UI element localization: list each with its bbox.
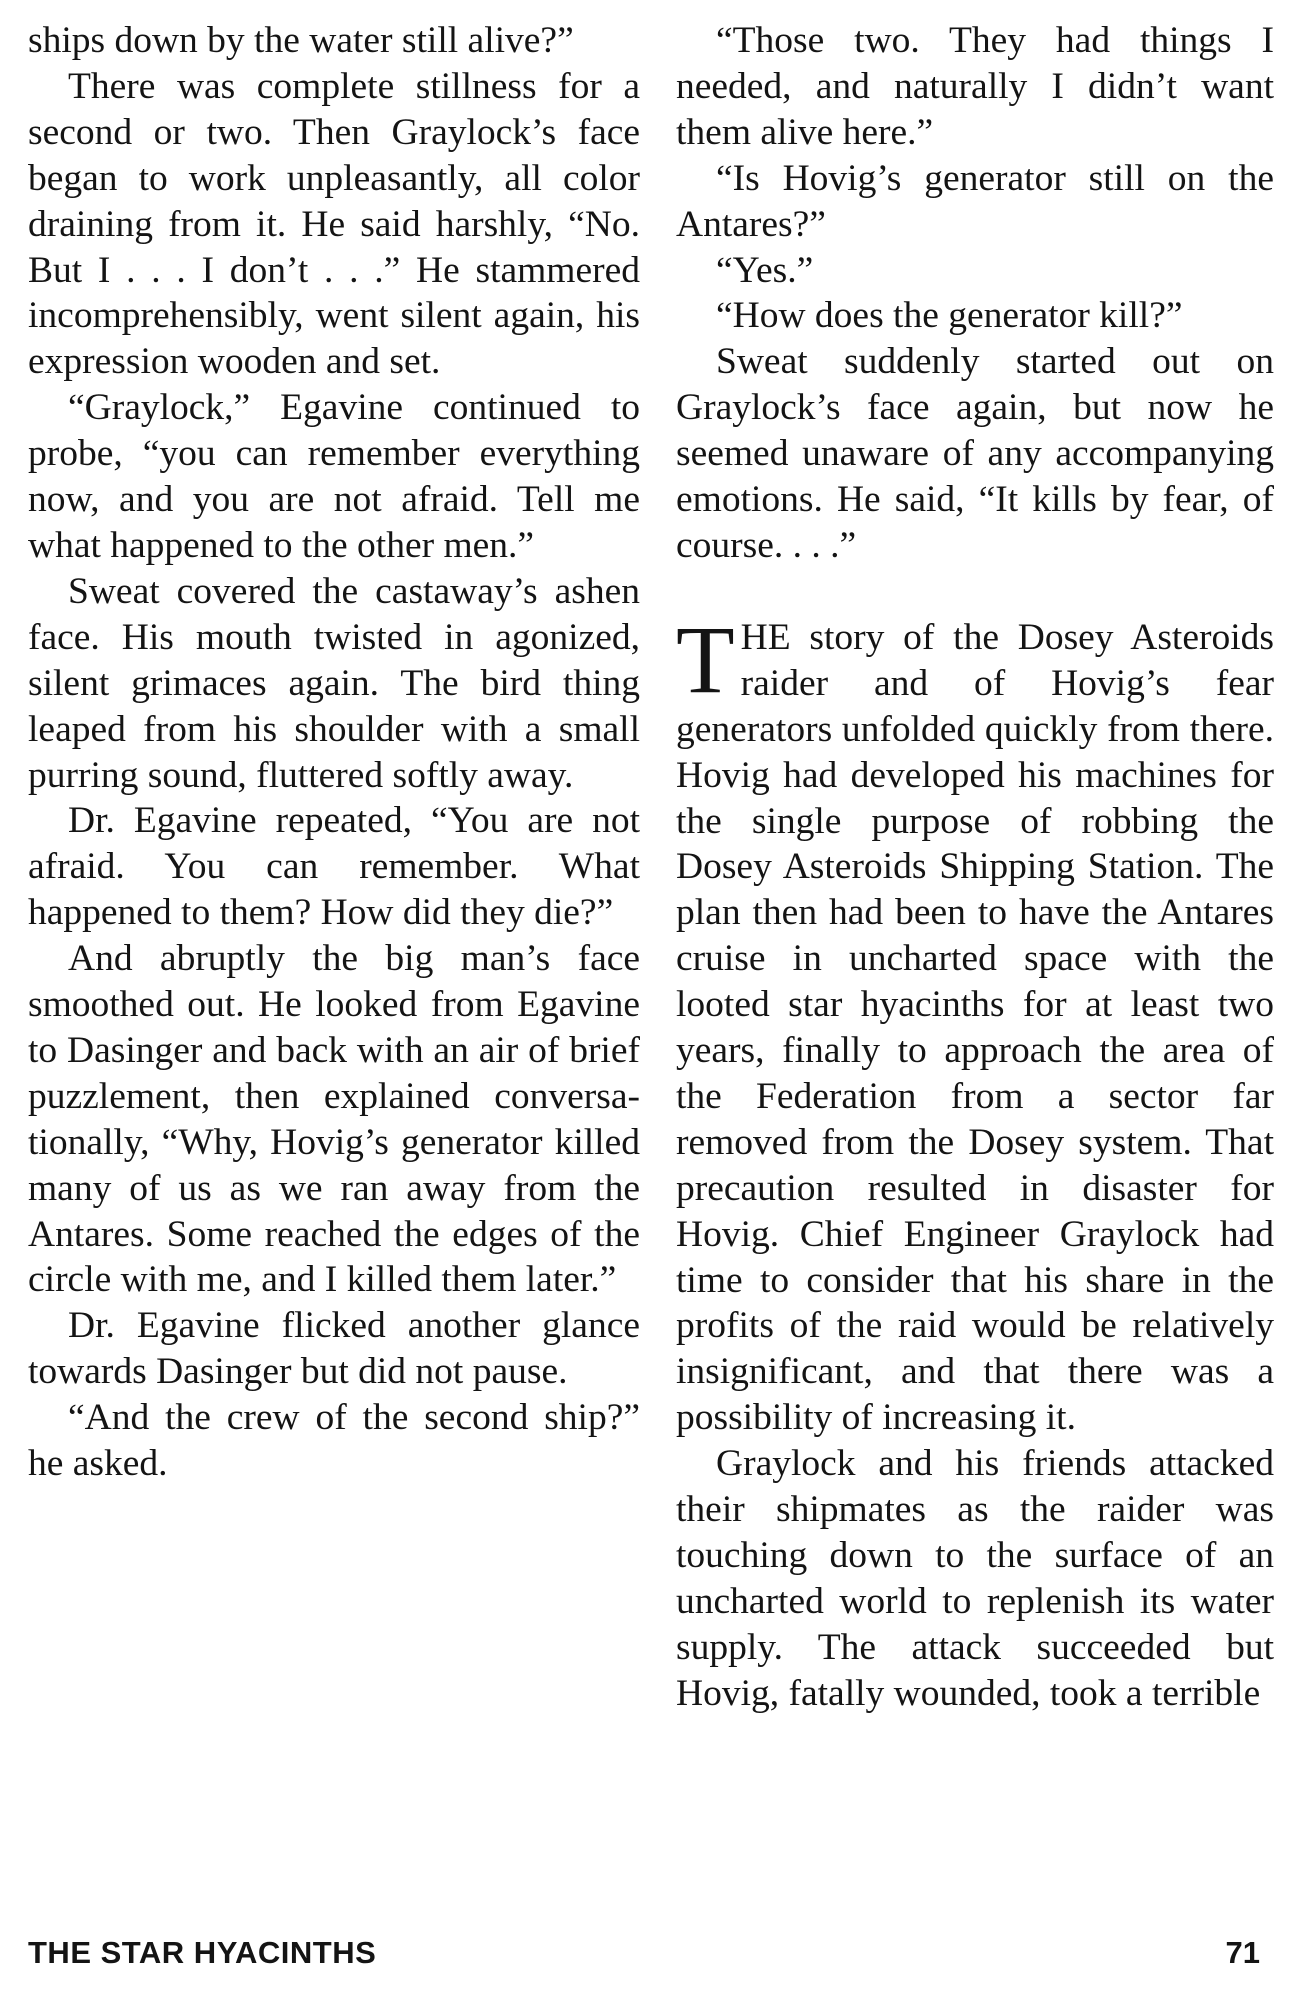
- paragraph: Sweat covered the castaway’s ashen face. His mouth twisted in agonized, silent grimaces again. The bird thing leaped from his shoulder with a small purring sound, fluttered softly away.: [28, 570, 640, 796]
- paragraph: “Yes.”: [716, 249, 814, 291]
- paragraph: Sweat suddenly started out on Graylock’s face again, but now he seemed unaware of any accompanying emotions. He said, “It kills by fear, of course. . . .”: [676, 341, 1274, 566]
- right-column: [676, 18, 1274, 1717]
- paragraph-text: HE story of the Dosey Asteroids raider and of Hovig’s fear generators unfolded quickly from there. Hovig had developed his machines for the single purpose of robbing the Dosey Asteroids Shipping Station. The plan then had been to have the Antares cruise in uncharted space with the looted star hyacinths for at least two years, finally to approach the area of the Federation from a sector far removed from the Dosey system. That precaution resulted in disaster for Hovig. Chief Engineer Graylock had time to consider that his share in the profits of the raid would be relatively insignificant, and that there was a possibility of increasing it.: [676, 616, 1274, 1439]
- paragraph: “Is Hovig’s generator still on the Antares?”: [676, 157, 1274, 245]
- left-column: [28, 18, 640, 1487]
- paragraph: ships down by the water still alive?”: [28, 20, 574, 61]
- page-footer: [28, 1928, 1260, 1978]
- paragraph: Dr. Egavine repeated, “You are not afraid. You can remember. What happened to them? How did they die?”: [28, 800, 640, 934]
- drop-cap: T: [676, 605, 735, 713]
- page-number: 71: [1225, 1935, 1260, 1970]
- paragraph: Dr. Egavine flicked another glance towards Dasinger but did not pause.: [28, 1305, 640, 1393]
- paragraph: “Graylock,” Egavine continued to probe, “you can remember everything now, and you are not afraid. Tell me what happened to the other men.”: [28, 387, 640, 566]
- running-title: THE STAR HYACINTHS: [28, 1935, 377, 1970]
- paragraph: Graylock and his friends attacked their shipmates as the raider was touching down to the surface of an uncharted world to replenish its water supply. The attack succeeded but Hovig, fatally wounded, took a terrible: [676, 1443, 1274, 1714]
- section-paragraph: [676, 605, 1274, 1441]
- paragraph: “Those two. They had things I needed, and naturally I didn’t want them alive here.”: [676, 20, 1274, 153]
- paragraph: “And the crew of the second ship?” he asked.: [28, 1397, 640, 1485]
- paragraph: And abruptly the big man’s face smoothed out. He looked from Egavine to Dasinger and back with an air of brief puzzlement, then explained conversationally, “Why, Hovig’s generator killed many of us as we ran away from the Antares. Some reached the edges of the circle with me, and I killed them later.”: [28, 938, 640, 1301]
- paragraph: There was complete stillness for a second or two. Then Graylock’s face began to work unpleasantly, all color draining from it. He said harshly, “No. But I . . . I don’t . . .” He stammered incomprehensibly, went silent again, his expression wooden and set.: [28, 65, 640, 383]
- paragraph: “How does the generator kill?”: [716, 295, 1183, 337]
